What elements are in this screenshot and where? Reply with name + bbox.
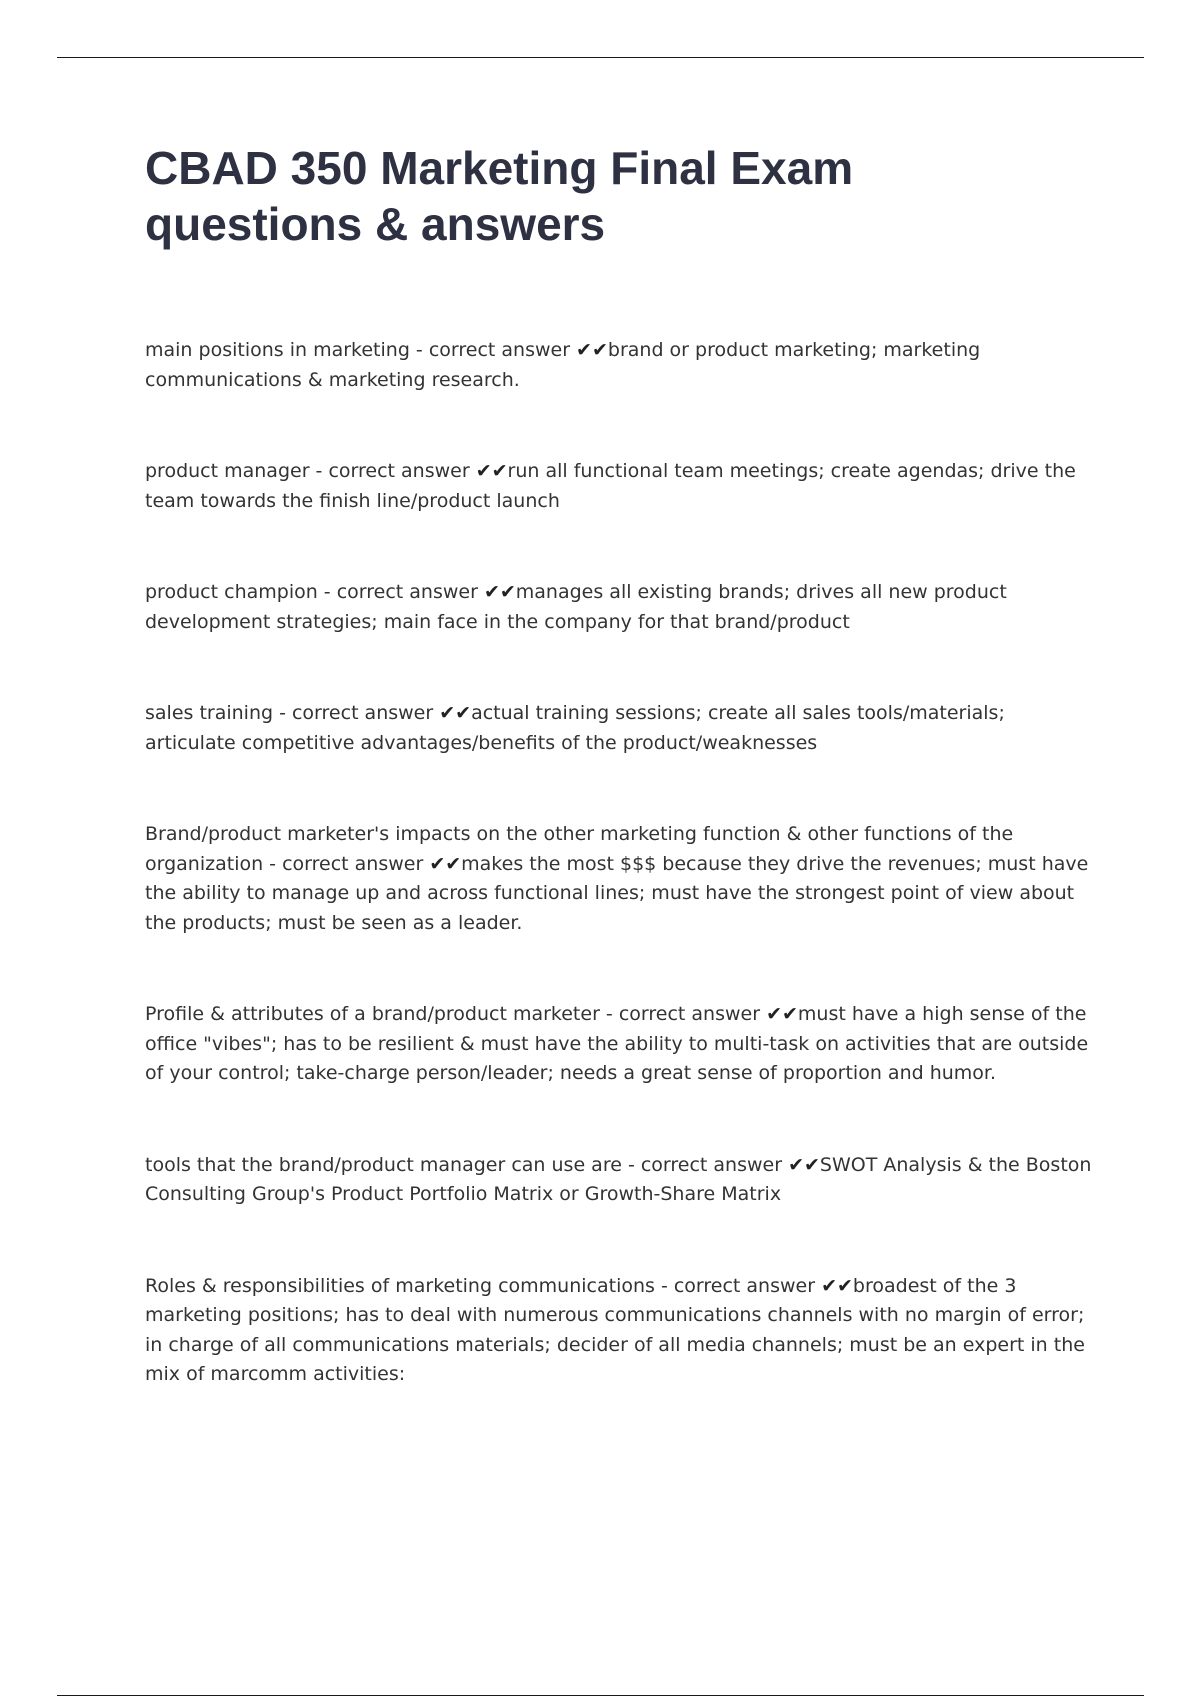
document-title: CBAD 350 Marketing Final Exam questions & answers xyxy=(145,142,854,250)
qa-item xyxy=(145,699,1095,758)
qa-question: product champion - correct answer xyxy=(145,581,484,603)
qa-item xyxy=(145,1272,1095,1390)
qa-item xyxy=(145,457,1095,516)
qa-question: product manager - correct answer xyxy=(145,460,476,482)
qa-answer: makes the most $$$ because they drive the revenues; must have the ability to manage up and across functional lines; must have the strongest point of view about the products; must be seen as a leader. xyxy=(145,852,1089,934)
qa-item xyxy=(145,1000,1095,1089)
qa-answer: brand or product marketing; marketing communications & marketing research. xyxy=(145,339,981,391)
qa-answer: actual training sessions; create all sales tools/materials; articulate competitive advantages/benefits of the product/weaknesses xyxy=(145,702,1005,754)
qa-answer: broadest of the 3 marketing positions; has to deal with numerous communications channels with no margin of error; in charge of all communications materials; decider of all media channels; must be an expert in the mix of marcomm activities: xyxy=(145,1274,1085,1385)
check-icon: ✔✔ xyxy=(483,581,516,603)
top-divider xyxy=(57,57,1144,58)
check-icon: ✔✔ xyxy=(821,1274,853,1297)
qa-answer: run all functional team meetings; create agendas; drive the team towards the finish line/product launch xyxy=(145,460,1076,512)
check-icon: ✔✔ xyxy=(766,1003,798,1025)
check-icon: ✔✔ xyxy=(429,852,462,875)
bottom-divider xyxy=(57,1695,1144,1696)
qa-item xyxy=(145,336,1095,395)
qa-question: sales training - correct answer xyxy=(145,702,440,724)
check-icon: ✔✔ xyxy=(576,339,608,361)
qa-question: Roles & responsibilities of marketing communications - correct answer xyxy=(145,1274,822,1297)
qa-item xyxy=(145,578,1095,637)
qa-question: tools that the brand/product manager can use are - correct answer xyxy=(145,1153,789,1176)
document-body xyxy=(145,140,1095,1452)
qa-question: Brand/product marketer's impacts on the other marketing function & other functions of the organization - correct answer xyxy=(145,823,1014,875)
check-icon: ✔✔ xyxy=(475,460,508,482)
qa-question: main positions in marketing - correct answer xyxy=(145,339,577,361)
qa-answer: must have a high sense of the office "vibes"; has to be resilient & must have the ability to multi-task on activities that are outside of your control; take-charge person/leader; needs a great sense of proportion and humor. xyxy=(145,1003,1089,1084)
check-icon: ✔✔ xyxy=(439,702,472,724)
qa-answer: manages all existing brands; drives all new product development strategies; main face in the company for that brand/product xyxy=(145,581,1007,633)
qa-item xyxy=(145,1151,1095,1210)
qa-answer: SWOT Analysis & the Boston Consulting Group's Product Portfolio Matrix or Growth-Share Matrix xyxy=(145,1153,1092,1205)
qa-question: Profile & attributes of a brand/product marketer - correct answer xyxy=(145,1003,767,1025)
check-icon: ✔✔ xyxy=(788,1153,820,1176)
qa-list xyxy=(145,336,1095,1390)
qa-item xyxy=(145,820,1095,938)
